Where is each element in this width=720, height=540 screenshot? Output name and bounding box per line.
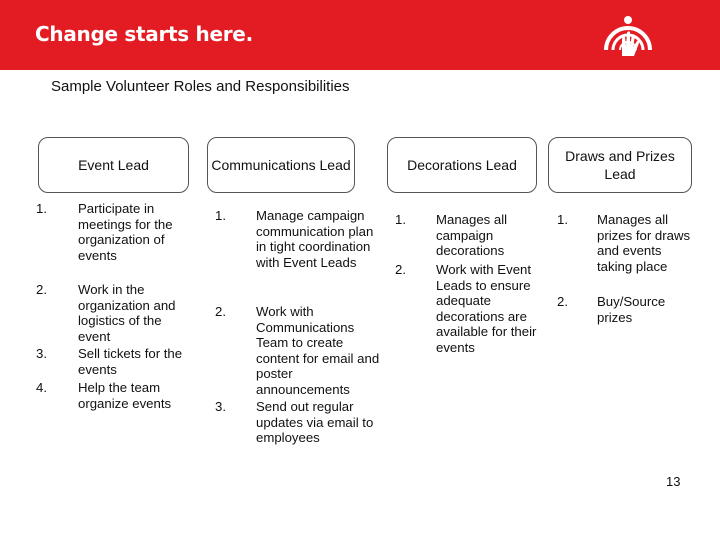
- list-number: 2.: [557, 294, 568, 309]
- list-number: 2.: [36, 282, 47, 297]
- list-item: Sell tickets for the events: [78, 346, 183, 377]
- list-item: Buy/Source prizes: [597, 294, 666, 325]
- list-item: Manages all campaign decorations: [436, 212, 508, 258]
- list-number: 1.: [215, 208, 226, 223]
- list-number: 1.: [36, 201, 47, 216]
- list-item: Work with Event Leads to ensure adequate decorations are available for their events: [436, 262, 537, 355]
- role-title: Decorations Lead: [407, 157, 517, 173]
- list-number: 1.: [557, 212, 568, 227]
- list-number: 1.: [395, 212, 406, 227]
- list-number: 4.: [36, 380, 47, 395]
- list-item: Work with Communications Team to create content for email and poster announcements: [256, 304, 380, 397]
- list-item: Help the team organize events: [78, 380, 172, 411]
- list-item: Work in the organization and logistics of the event: [78, 282, 176, 344]
- role-box-decorations-lead: [387, 137, 537, 193]
- role-box-draws-and-prizes-lead: [548, 137, 692, 193]
- list-item: Participate in meetings for the organization of events: [78, 201, 173, 263]
- page-number: 13: [666, 474, 681, 489]
- list-number: 2.: [395, 262, 406, 277]
- role-title: Communications Lead: [211, 157, 351, 173]
- list-item: Send out regular updates via email to employees: [256, 399, 374, 445]
- united-way-logo-icon: [602, 10, 654, 62]
- tagline: Change starts here.: [35, 22, 253, 46]
- list-number: 2.: [215, 304, 226, 319]
- role-box-event-lead: [38, 137, 189, 193]
- role-title: Event Lead: [78, 157, 149, 173]
- list-item: Manages all prizes for draws and events taking place: [597, 212, 691, 274]
- role-box-communications-lead: [207, 137, 355, 193]
- page-title: Sample Volunteer Roles and Responsibilities: [51, 78, 350, 95]
- list-number: 3.: [215, 399, 226, 414]
- role-title: Draws and Prizes Lead: [565, 148, 675, 182]
- list-item: Manage campaign communication plan in tight coordination with Event Leads: [256, 208, 374, 270]
- header-banner: [0, 0, 720, 70]
- list-number: 3.: [36, 346, 47, 361]
